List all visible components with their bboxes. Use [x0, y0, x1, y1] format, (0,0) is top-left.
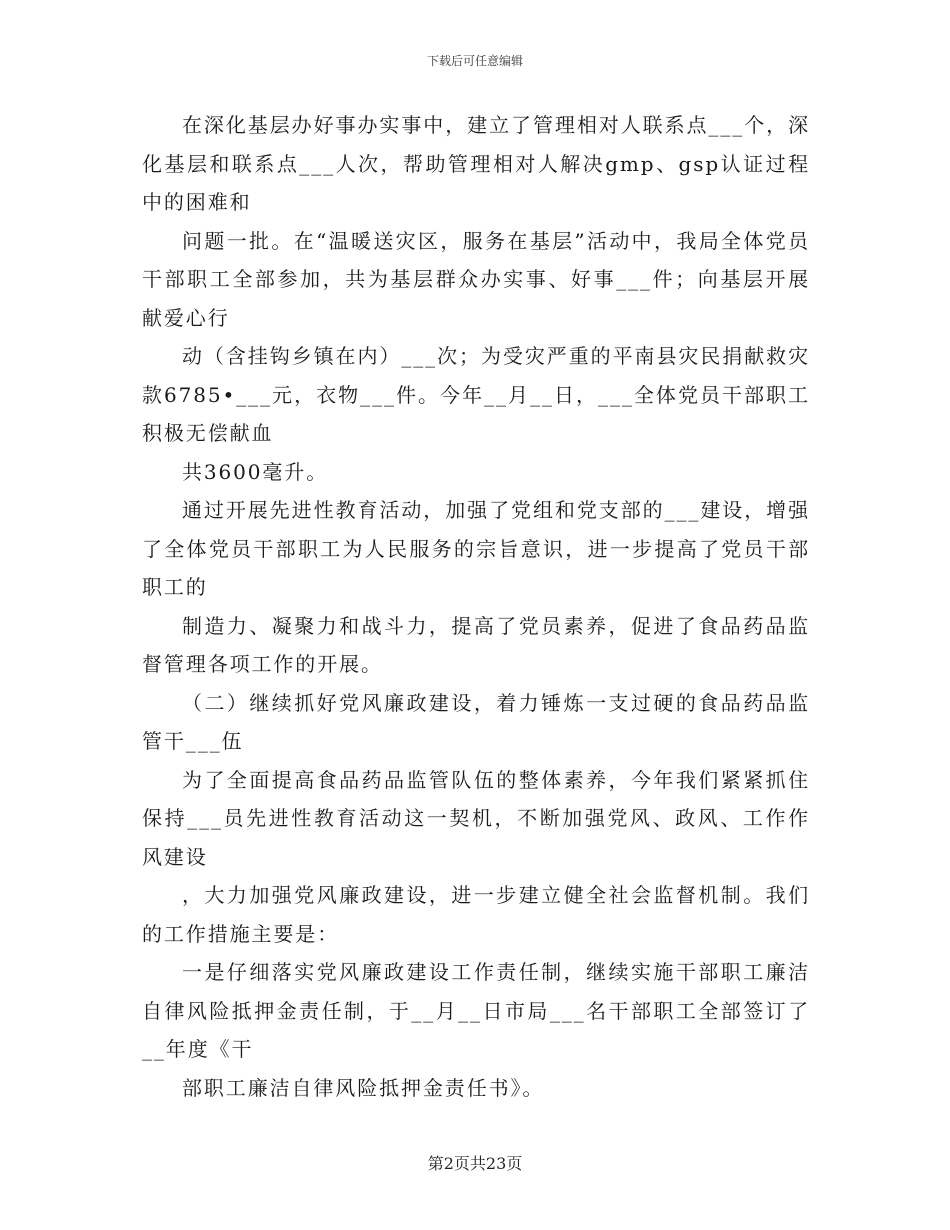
- document-body: [142, 106, 810, 1107]
- paragraph: 问题一批。在“温暖送灾区，服务在基层”活动中，我局全体党员干部职工全部参加，共为基层群众办实事、好事___件；向基层开展献爱心行: [142, 228, 810, 330]
- section-heading: （二）继续抓好党风廉政建设，着力锤炼一支过硬的食品药品监管干___伍: [142, 690, 810, 753]
- page-footer: 第2页共23页: [427, 1154, 523, 1173]
- paragraph: ，大力加强党风廉政建设，进一步建立健全社会监督机制。我们的工作措施主要是：: [142, 883, 810, 946]
- paragraph: 为了全面提高食品药品监管队伍的整体素养，今年我们紧紧抓住保持___员先进性教育活动这一契机，不断加强党风、政风、工作作风建设: [142, 767, 810, 869]
- paragraph: 通过开展先进性教育活动，加强了党组和党支部的___建设，增强了全体党员干部职工为人民服务的宗旨意识，进一步提高了党员干部职工的: [142, 498, 810, 599]
- paragraph: 制造力、凝聚力和战斗力，提高了党员素养，促进了食品药品监督管理各项工作的开展。: [142, 613, 810, 676]
- paragraph: 在深化基层办好事办实事中，建立了管理相对人联系点___个，深化基层和联系点___人次，帮助管理相对人解决gmp、gsp认证过程中的困难和: [142, 113, 810, 214]
- page-header: 下载后可任意编辑: [426, 54, 523, 68]
- paragraph: 共3600毫升。: [182, 459, 329, 484]
- paragraph: 部职工廉洁自律风险抵押金责任书》。: [182, 1075, 545, 1100]
- paragraph: 动（含挂钩乡镇在内）___次；为受灾严重的平南县灾民捐献救灾款6785•___元，衣物___件。今年__月__日，___全体党员干部职工积极无偿献血: [142, 344, 810, 445]
- paragraph: 一是仔细落实党风廉政建设工作责任制，继续实施干部职工廉洁自律风险抵押金责任制，于__月__日市局___名干部职工全部签订了__年度《干: [142, 960, 810, 1061]
